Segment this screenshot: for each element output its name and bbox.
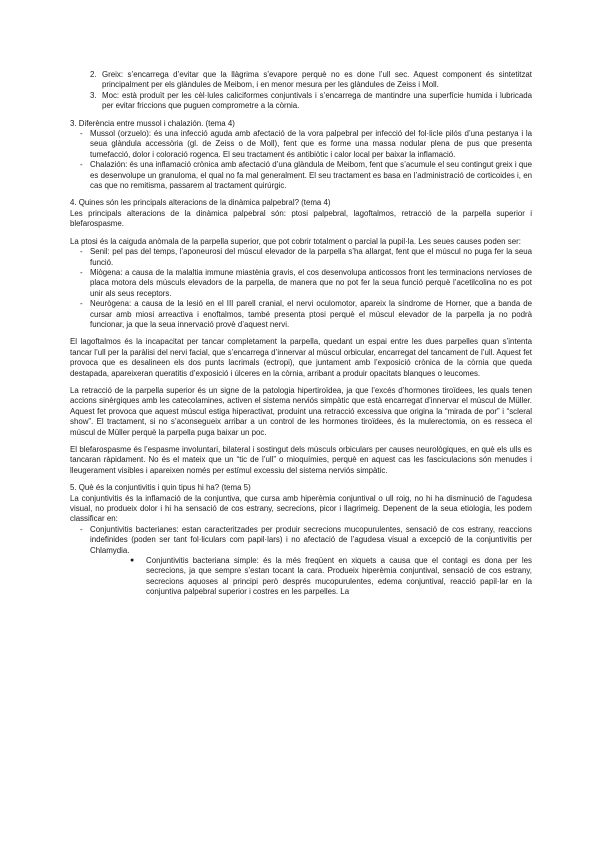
sub-list-item-bacteriana-simple (70, 556, 532, 598)
list-item-miogena (70, 268, 532, 299)
list-item-mussol (70, 129, 532, 160)
numbered-item-3 (70, 91, 532, 112)
document-page (70, 70, 532, 598)
list-item-neurogena (70, 299, 532, 330)
section-4-intro: Les principals alteracions de la dinàmica palpebral són: ptosi palpebral, lagoftalmos, retracció de la parpella superior i blefarospasme. (70, 208, 532, 229)
paragraph-blefarospasme: El blefarospasme és l’espasme involuntari, bilateral i sostingut dels músculs orbiculars per causes neurològiques, en què els ulls es tancaran ràpidament. No és el mateix que un “tic de l’ull” o mioquímies, perquè en aquest cas les fasciculacions són menudes i lleugerament visibles i apareixen només per estímul excessiu del sistema nerviós simpàtic. (70, 445, 532, 475)
item-text: Neurògena: a causa de la lesió en el III parell cranial, el nervi oculomotor, apareix la síndrome de Horner, que a banda de cursar amb miosi arreactiva i enoftalmos, també presenta ptosi perquè el múscul elevador de la parpella ja no podrà funcionar, ja que la seua innervació provè d’aquest nervi. (90, 299, 532, 329)
paragraph-retraccio: La retracció de la parpella superior és un signe de la patologia hipertiroïdea, ja que l’excés d’hormones tiroïdees, les quals tenen accions sinèrgiques amb les catecolamines, activen el sistema nerviós simpàtic que està encarregat d’innervar el múscul de Müller. Aquest fet provoca que aquest múscul estiga hiperactivat, produint una retracció excessiva que origina la “mirada de por” i “scleral show”. El tractament, si no s’aconsegueix arribar a un control de les hormones tiroïdees, és la mulerectomia, on es resseca el múscul de Müller perquè la parpella puga baixar un poc. (70, 385, 532, 437)
dash-marker: - (80, 299, 83, 309)
item-text: Greix: s’encarrega d’evitar que la llàgrima s’evapore perquè no es done l’ull sec. Aquest component és sintetitzat principalment per els glàndules de Meibom, i en menor mesura per les glàndules de Zeiss i Moll. (102, 70, 532, 90)
section-3-heading: 3. Diferència entre mussol i chalazión. (tema 4) (70, 118, 235, 128)
item-number: 2. (90, 70, 97, 79)
item-text: Conjuntivitis bacteriana simple: és la més freqüent en xiquets a causa que el contagi es dona per les secrecions, ja que sempre s’estan tocant la cara. Produeix hiperèmia conjuntival, sensació de cos estrany, secrecions aquoses al principi però després mucopurulentes, edema conjuntival, reacció papil·lar en la conjuntiva palpebral superior i costres en les parpelles. La (146, 556, 532, 597)
item-text: Conjuntivitis bacterianes: estan caracteritzades per produir secrecions mucopurulentes, sensació de cos estrany, reaccions indefinides (poden ser tant fol·liculars com papil·lars) i no afectació de l’agudesa visual a excepció de la conjuntivitis per Chlamydia. (90, 524, 532, 555)
item-text: Mussol (orzuelo): és una infecció aguda amb afectació de la vora palpebral per infecció del fol·licle pilós d’una pestanya i la seua glàndula accessòria (gl. de Zeiss o de Moll), fent que es forme una massa nodular plena de pus que presenta tumefacció, dolor i coloració rogenca. El seu tractament és antibiòtic i calor local per baixar la inflamació. (90, 129, 532, 159)
dash-marker: - (80, 267, 83, 277)
dash-marker: - (80, 524, 83, 534)
dash-marker: - (80, 160, 83, 170)
numbered-item-2 (70, 70, 532, 91)
section-5-intro: La conjuntivitis és la inflamació de la conjuntiva, que cursa amb hiperèmia conjuntival o ull roig, no hi ha disminució de l’agudesa visual, no produeix dolor i hi ha sensació de cos estrany, secrecions, picor i llagrimeig. Depenent de la seua etiologia, les podem classificar en: (70, 493, 532, 524)
item-text: Chalazión: és una inflamació crònica amb afectació d’una glàndula de Meibom, fent que s’acumule el seu contingut greix i que es desenvolupe un granuloma, el qual no fa mal generalment. El seu tractament es basa en l’administració de corticoides i, en cas que no remitisma, passarem al tractament quirúrgic. (90, 160, 532, 191)
list-item-senil (70, 247, 532, 268)
dash-marker: - (80, 247, 83, 257)
list-item-chalazion (70, 160, 532, 191)
item-text: Miògena: a causa de la malaltia immune miastènia gravis, el cos desenvolupa anticossos front les terminacions nervioses de placa motora dels músculs elevadors de la parpella, de manera que no pot fer la seua funció perquè l’acetilcolina no es pot unir als seus receptors. (90, 267, 532, 298)
item-text: Moc: està produït per les cèl·lules caliciformes conjuntivals i s’encarrega de mantindre una superfície humida i lubricada per evitar friccions que puguen comprometre a la còrnia. (102, 90, 532, 111)
paragraph-lagoftalmos: El lagoftalmos és la incapacitat per tancar completament la parpella, quedant un espai entre les dues parpelles quan s’intenta tancar l’ull per la paràlisi del nervi facial, que s’encarrega d’innervar al múscul orbicular, encarregat del tancament de l’ull. Aquest fet provoca que es desalineen els dos punts lacrimals (ectropi), que juntament amb l’exposició crònica de la còrnia que queda destapada, apareixeran queratitis d’exposició i úlceres en la còrnia, arribant a produir opacitats blanques o leucomes. (70, 337, 532, 378)
bullet-marker: ● (130, 557, 135, 565)
list-item-bacterianes (70, 525, 532, 556)
item-number: 3. (90, 90, 97, 100)
dash-marker: - (80, 129, 83, 139)
paragraph-ptosi: La ptosi és la caiguda anòmala de la parpella superior, que pot cobrir totalment o parcial la pupil·la. Les seues causes poden ser: (70, 236, 521, 246)
item-text: Senil: pel pas del temps, l’aponeurosi del múscul elevador de la parpella s’ha allargat, fent que el múscul no puga fer la seua funció. (90, 247, 532, 267)
section-4-heading: 4. Quines són les principals alteracions de la dinàmica palpebral? (tema 4) (70, 198, 331, 208)
section-5-heading: 5. Què és la conjuntivitis i quin tipus hi ha? (tema 5) (70, 483, 251, 493)
